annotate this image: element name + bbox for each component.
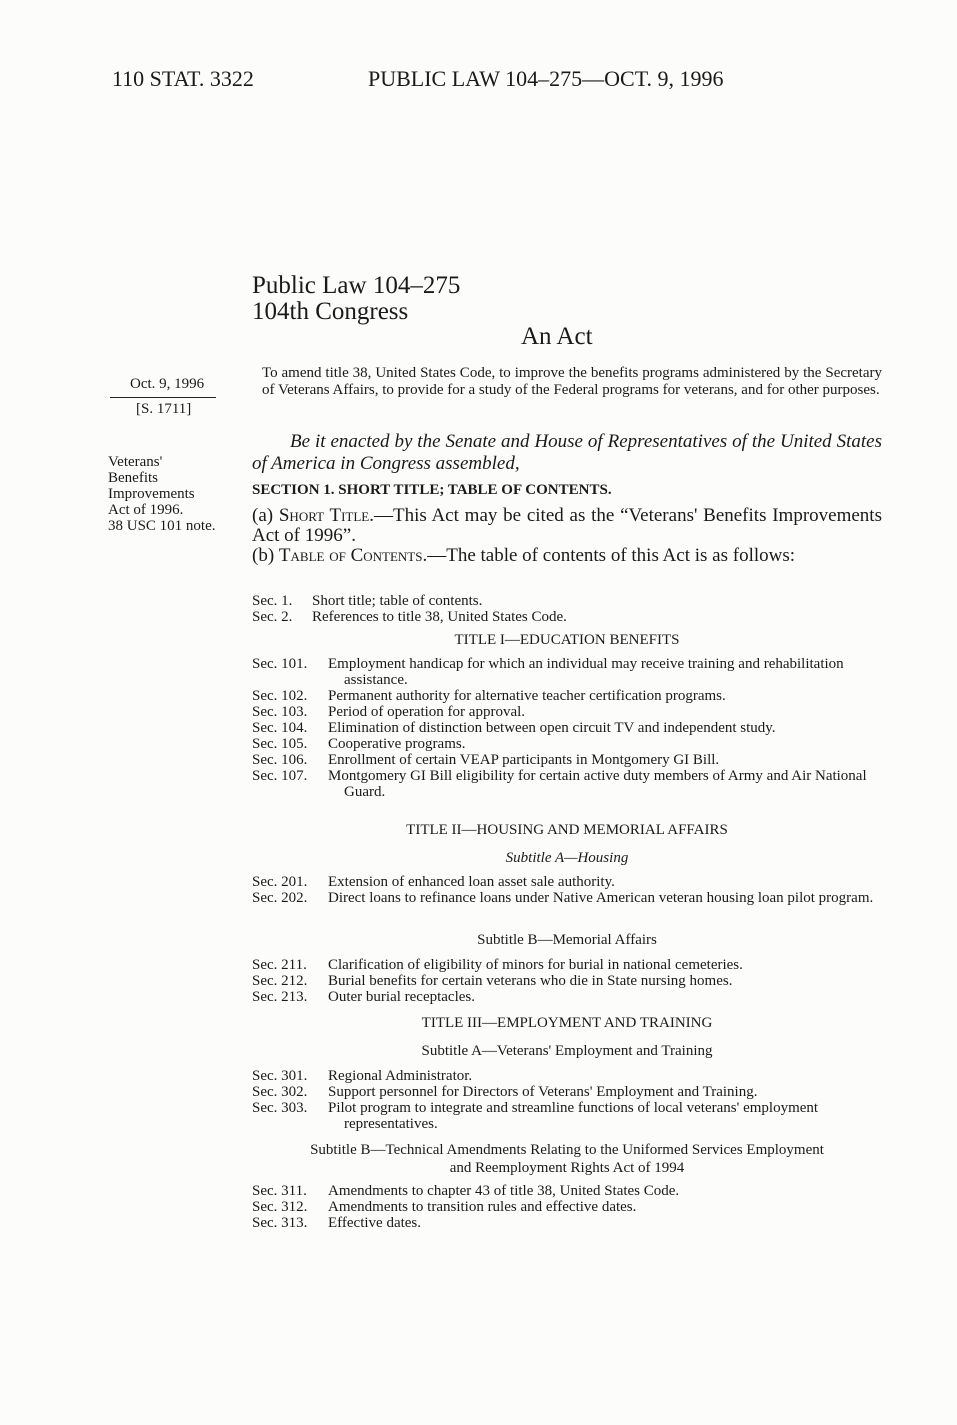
para-b-text: .—The table of contents of this Act is as follows: xyxy=(422,545,796,566)
margin-line: 38 USC 101 note. xyxy=(108,518,216,534)
toc-sec-num: Sec. 313. xyxy=(252,1215,308,1231)
toc-sec-num: Sec. 1. xyxy=(252,593,293,609)
title-3-subtitle-a: Subtitle A—Veterans' Employment and Training xyxy=(421,1043,713,1059)
margin-line: Benefits xyxy=(108,470,158,486)
toc-row xyxy=(252,1199,882,1215)
toc-sec-num: Sec. 212. xyxy=(252,973,308,989)
toc-row xyxy=(252,1183,882,1199)
para-a-heading: Short Title xyxy=(278,505,370,526)
toc-sec-num: Sec. 213. xyxy=(252,989,308,1005)
section-1-heading: SECTION 1. SHORT TITLE; TABLE OF CONTENTS. xyxy=(252,482,612,498)
toc-row xyxy=(252,720,882,736)
para-a-text: .—This Act may be cited as the “Veterans' Benefits Improvements Act of 1996”. xyxy=(252,505,882,546)
toc-row xyxy=(252,1068,882,1084)
margin-short-title xyxy=(108,454,216,534)
toc-sec-text: Clarification of eligibility of minors for burial in national cemeteries. xyxy=(328,957,743,973)
toc-row xyxy=(252,1084,882,1100)
toc-sec-num: Sec. 106. xyxy=(252,752,308,768)
congress-title: 104th Congress xyxy=(252,298,409,325)
para-b-heading: Table of Contents xyxy=(278,545,423,566)
para-b-label: (b) xyxy=(252,545,279,566)
toc-sec-text: Short title; table of contents. xyxy=(312,593,483,609)
para-a-label: (a) xyxy=(252,505,279,526)
title-2b-sections xyxy=(252,957,882,1005)
toc-sec-text: Enrollment of certain VEAP participants in Montgomery GI Bill. xyxy=(328,752,720,768)
title-3-subtitle-b-line2: and Reemployment Rights Act of 1994 xyxy=(449,1160,685,1176)
toc-sec-text: Amendments to transition rules and effective dates. xyxy=(328,1199,637,1215)
page-running-head: PUBLIC LAW 104–275—OCT. 9, 1996 xyxy=(368,66,724,91)
toc-row xyxy=(252,768,882,800)
toc-sec-text: Period of operation for approval. xyxy=(328,704,526,720)
toc-row xyxy=(252,973,882,989)
margin-bill-number: [S. 1711] xyxy=(136,401,192,417)
toc-sec-num: Sec. 105. xyxy=(252,736,308,752)
margin-line: Improvements xyxy=(108,486,195,502)
title-2-subtitle-b: Subtitle B—Memorial Affairs xyxy=(477,932,657,948)
toc-sec-num: Sec. 104. xyxy=(252,720,308,736)
toc-sec-text: Cooperative programs. xyxy=(328,736,466,752)
title-2-subtitle-a: Subtitle A—Housing xyxy=(505,850,629,866)
toc-row xyxy=(252,1100,882,1132)
act-purpose: To amend title 38, United States Code, to improve the benefits programs administered by the Secretary of Veterans Affairs, to provide for a study of the Federal programs for veterans, and for other purposes. xyxy=(262,365,882,398)
toc-sec-num: Sec. 103. xyxy=(252,704,308,720)
toc-row xyxy=(252,957,882,973)
toc-row xyxy=(252,874,882,890)
toc-sec-num: Sec. 303. xyxy=(252,1100,308,1116)
title-2-heading: TITLE II—HOUSING AND MEMORIAL AFFAIRS xyxy=(406,822,728,838)
page-stat-citation: 110 STAT. 3322 xyxy=(112,66,254,91)
toc-sec-text: Employment handicap for which an individual may receive training and rehabilitation assistance. xyxy=(328,656,844,688)
toc-sec-num: Sec. 211. xyxy=(252,957,307,973)
toc-row xyxy=(252,890,882,906)
toc-row xyxy=(252,704,882,720)
toc-sec-text: Support personnel for Directors of Veterans' Employment and Training. xyxy=(328,1084,758,1100)
toc-sec-text: Permanent authority for alternative teacher certification programs. xyxy=(328,688,726,704)
toc-row xyxy=(252,752,882,768)
toc-sec-num: Sec. 102. xyxy=(252,688,308,704)
toc-row xyxy=(252,1215,882,1231)
margin-date: Oct. 9, 1996 xyxy=(130,376,205,392)
enacting-clause: Be it enacted by the Senate and House of Representatives of the United States of America in Congress assembled, xyxy=(252,431,882,474)
toc-sec-text: References to title 38, United States Code. xyxy=(312,609,567,625)
toc-sec-num: Sec. 312. xyxy=(252,1199,308,1215)
law-number-title: Public Law 104–275 xyxy=(252,272,461,299)
toc-sec-text: Amendments to chapter 43 of title 38, United States Code. xyxy=(328,1183,680,1199)
title-3a-sections xyxy=(252,1068,882,1132)
an-act-heading: An Act xyxy=(521,323,593,350)
toc-row xyxy=(252,593,882,609)
toc-sec-num: Sec. 2. xyxy=(252,609,293,625)
toc-row xyxy=(252,609,882,625)
title-1-sections xyxy=(252,656,882,800)
toc-sec-text: Regional Administrator. xyxy=(328,1068,473,1084)
toc-sec-text: Burial benefits for certain veterans who die in State nursing homes. xyxy=(328,973,733,989)
toc-sec-text: Effective dates. xyxy=(328,1215,422,1231)
toc-sec-text: Elimination of distinction between open circuit TV and independent study. xyxy=(328,720,776,736)
margin-line: Veterans' xyxy=(108,454,163,470)
paragraph-a xyxy=(252,506,882,546)
margin-line: Act of 1996. xyxy=(108,502,184,518)
title-2a-sections xyxy=(252,874,882,906)
margin-divider xyxy=(110,397,216,398)
toc-sec-num: Sec. 101. xyxy=(252,656,308,672)
toc-sec-text: Pilot program to integrate and streamline functions of local veterans' employment representatives. xyxy=(328,1100,819,1132)
toc-sec-num: Sec. 107. xyxy=(252,768,308,784)
toc-sec-text: Direct loans to refinance loans under Native American veteran housing loan pilot program. xyxy=(328,890,874,906)
title-1-heading: TITLE I—EDUCATION BENEFITS xyxy=(454,632,680,648)
toc-sec-text: Outer burial receptacles. xyxy=(328,989,476,1005)
toc-sec-text: Extension of enhanced loan asset sale authority. xyxy=(328,874,615,890)
title-3-subtitle-b-line1: Subtitle B—Technical Amendments Relating to the Uniformed Services Employment xyxy=(310,1142,824,1158)
toc-sec-num: Sec. 311. xyxy=(252,1183,307,1199)
toc-row xyxy=(252,688,882,704)
title-3b-sections xyxy=(252,1183,882,1231)
toc-sec-num: Sec. 202. xyxy=(252,890,308,906)
toc-row xyxy=(252,989,882,1005)
toc-row xyxy=(252,736,882,752)
toc-sec-num: Sec. 201. xyxy=(252,874,308,890)
toc-sec-num: Sec. 301. xyxy=(252,1068,308,1084)
toc-intro xyxy=(252,593,882,625)
toc-row xyxy=(252,656,882,688)
toc-sec-num: Sec. 302. xyxy=(252,1084,308,1100)
paragraph-b xyxy=(252,546,882,566)
toc-sec-text: Montgomery GI Bill eligibility for certain active duty members of Army and Air National Guard. xyxy=(328,768,867,800)
title-3-heading: TITLE III—EMPLOYMENT AND TRAINING xyxy=(421,1015,713,1031)
